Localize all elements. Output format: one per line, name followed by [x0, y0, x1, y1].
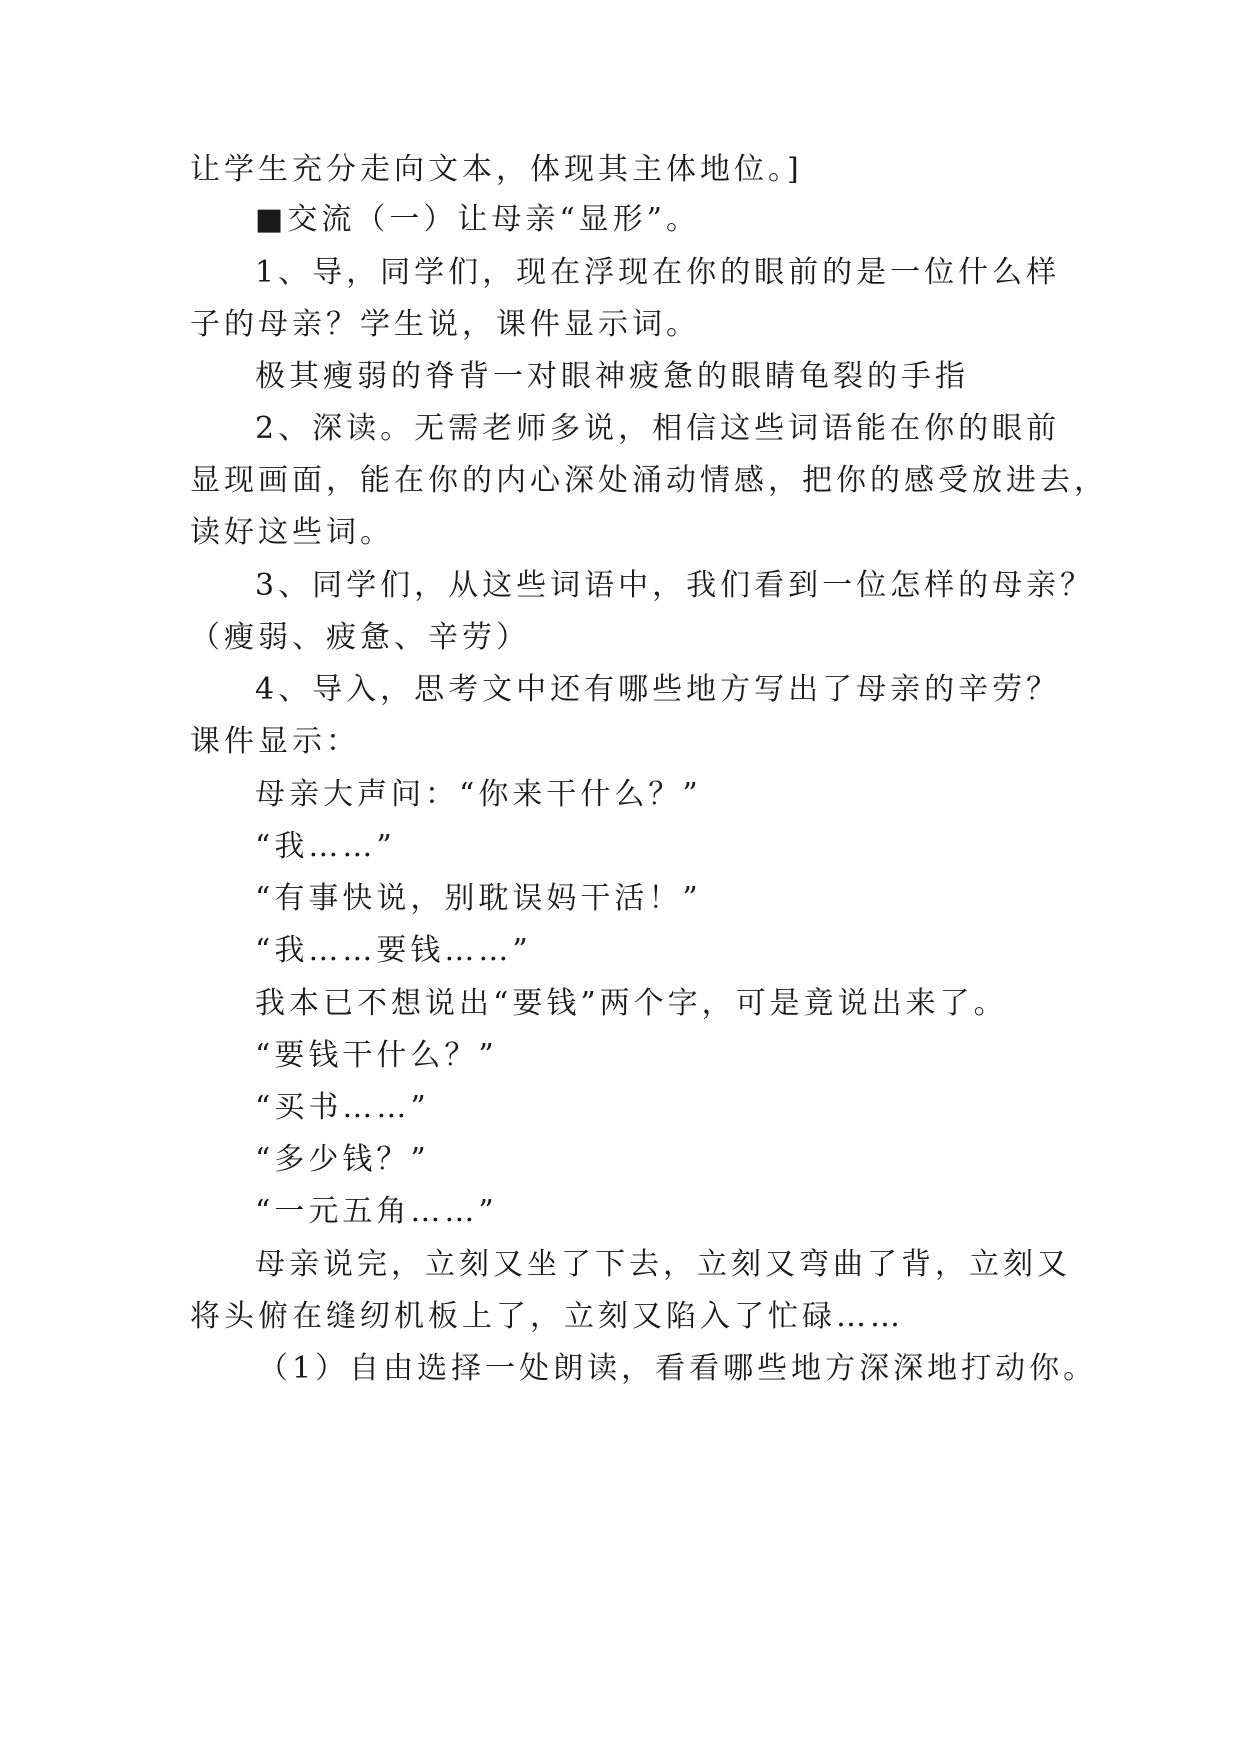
text-line: 让学生充分走向文本，体现其主体地位。] [190, 152, 803, 187]
text-line: 我本已不想说出“要钱”两个字，可是竟说出来了。 [255, 986, 1008, 1021]
text-line: “买书……” [255, 1090, 430, 1125]
text-line: “多少钱？” [255, 1142, 430, 1177]
text-line: “一元五角……” [255, 1194, 498, 1229]
text-line: 3、同学们，从这些词语中，我们看到一位怎样的母亲？ [255, 568, 1095, 603]
text-line: 显现画面，能在你的内心深处涌动情感，把你的感受放进去， [190, 463, 1108, 498]
text-line: 极其瘦弱的脊背一对眼神疲惫的眼睛龟裂的手指 [255, 359, 969, 394]
text-line: 读好这些词。 [190, 515, 394, 550]
text-line: “我……要钱……” [255, 933, 532, 968]
text-line: “有事快说，别耽误妈干活！” [255, 881, 702, 916]
text-line: 母亲说完，立刻又坐了下去，立刻又弯曲了背，立刻又 [255, 1247, 1071, 1282]
text-line: “我……” [255, 829, 396, 864]
text-line: 2、深读。无需老师多说，相信这些词语能在你的眼前 [255, 411, 1061, 446]
section-heading: ■交流（一）让母亲“显形”。 [255, 202, 701, 237]
text-line: 将头俯在缝纫机板上了，立刻又陷入了忙碌…… [190, 1299, 904, 1334]
text-line: 课件显示： [190, 724, 360, 759]
text-line: 母亲大声问：“你来干什么？” [255, 777, 702, 812]
text-line: “要钱干什么？” [255, 1038, 498, 1073]
text-line: 子的母亲？学生说，课件显示词。 [190, 307, 700, 342]
text-line: 4、导入，思考文中还有哪些地方写出了母亲的辛劳？ [255, 672, 1061, 707]
text-line: （瘦弱、疲惫、辛劳） [190, 620, 530, 655]
text-line: 1、导，同学们，现在浮现在你的眼前的是一位什么样 [255, 255, 1061, 290]
text-line: （1）自由选择一处朗读，看看哪些地方深深地打动你。 [258, 1351, 1098, 1386]
